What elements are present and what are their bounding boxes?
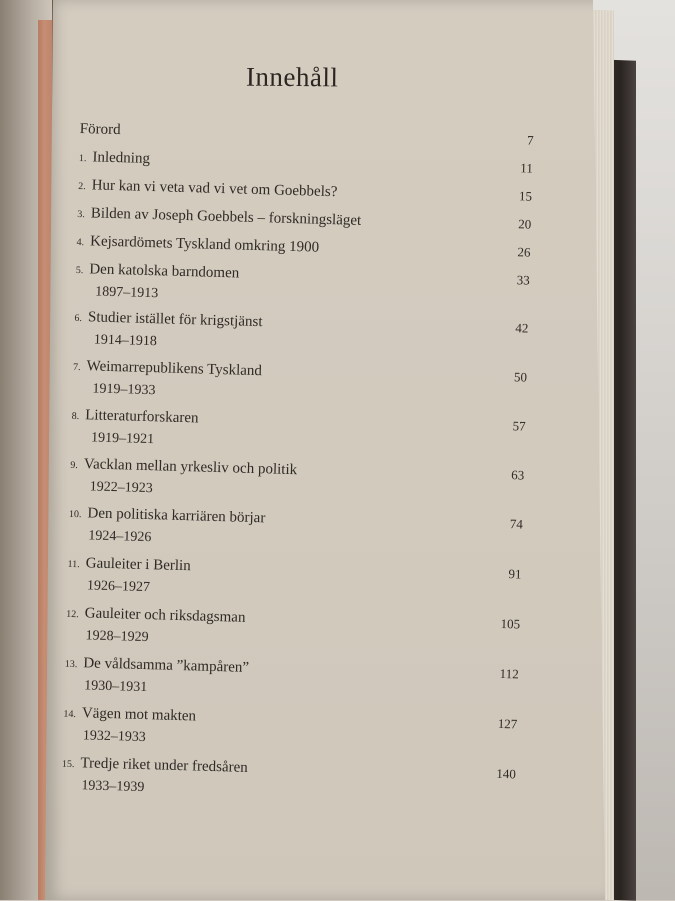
toc-entry-title: Tredje riket under fredsåren xyxy=(80,755,249,776)
toc-entry-12 xyxy=(65,604,526,657)
toc-entry-title: De våldsamma ”kampåren” xyxy=(83,655,250,676)
toc-entry-page: 112 xyxy=(499,665,519,682)
toc-entry-years: 1914–1918 xyxy=(93,332,158,350)
toc-entry-page: 11 xyxy=(520,160,534,176)
toc-entry-11 xyxy=(67,554,528,607)
toc-entry-page: 57 xyxy=(512,418,526,434)
toc-entry-page: 7 xyxy=(526,132,534,148)
toc-entry-number: 14. xyxy=(63,708,77,721)
toc-entry-title: Den katolska barndomen xyxy=(89,261,240,282)
table-of-contents xyxy=(60,120,559,833)
toc-entry-4 xyxy=(76,232,536,263)
toc-entry-2 xyxy=(78,176,538,207)
toc-entry-page: 91 xyxy=(508,566,522,582)
toc-entry-page: 42 xyxy=(515,320,529,336)
toc-entry-10 xyxy=(68,504,529,557)
toc-entry-page: 33 xyxy=(516,272,530,288)
toc-entry-1 xyxy=(79,148,539,179)
toc-entry-number: 10. xyxy=(68,508,82,521)
toc-entry-7 xyxy=(72,357,533,410)
toc-entry-number: 4. xyxy=(76,236,85,249)
toc-entry-years: 1897–1913 xyxy=(94,284,159,302)
toc-entry-years: 1919–1933 xyxy=(92,381,156,399)
toc-entry-number: 15. xyxy=(61,758,75,771)
toc-entry-13 xyxy=(64,654,525,707)
toc-entry-years: 1924–1926 xyxy=(88,528,152,546)
toc-entry-title: Förord xyxy=(79,120,121,139)
toc-entry-number: 2. xyxy=(77,180,86,193)
toc-entry-number: 7. xyxy=(72,361,81,374)
toc-entry-years: 1926–1927 xyxy=(86,578,151,596)
toc-entry-title: Kejsardömets Tyskland omkring 1900 xyxy=(89,233,320,256)
toc-entry-15 xyxy=(61,754,522,807)
toc-entry-number: 9. xyxy=(70,459,79,472)
toc-entry-title: Den politiska karriären börjar xyxy=(87,505,266,527)
toc-entry-3 xyxy=(77,204,537,235)
toc-entry-title: Litteraturforskaren xyxy=(85,407,199,427)
toc-entry-title: Bilden av Joseph Goebbels – forskningsläget xyxy=(90,205,362,229)
toc-entry-14 xyxy=(63,704,524,757)
toc-entry-years: 1930–1931 xyxy=(83,678,148,696)
toc-entry-page: 74 xyxy=(509,516,524,532)
toc-entry-years: 1919–1921 xyxy=(90,430,155,448)
toc-entry-title: Inledning xyxy=(92,149,151,167)
toc-entry-title: Hur kan vi veta vad vi vet om Goebbels? xyxy=(91,177,338,201)
toc-entry-8 xyxy=(71,406,532,459)
toc-entry-number: 8. xyxy=(71,410,80,423)
toc-entry-number: 12. xyxy=(66,608,79,621)
toc-entry-title: Gauleiter i Berlin xyxy=(85,555,191,575)
toc-entry-page: 105 xyxy=(500,615,521,632)
toc-entry-page: 127 xyxy=(497,715,518,732)
toc-entry-6 xyxy=(74,308,535,361)
toc-entry-title: Studier istället för krigstjänst xyxy=(87,309,263,331)
toc-entry-number: 3. xyxy=(77,208,86,221)
toc-entry-9 xyxy=(70,455,531,508)
toc-entry-5 xyxy=(75,260,536,313)
toc-entry-number: 5. xyxy=(75,264,84,277)
toc-entry-page: 20 xyxy=(518,216,532,232)
toc-entry-page: 63 xyxy=(511,467,525,483)
toc-entry-number: 11. xyxy=(67,558,80,571)
toc-entry-title: Vägen mot makten xyxy=(81,705,197,725)
toc-entry-years: 1932–1933 xyxy=(82,728,146,746)
toc-entry-page: 140 xyxy=(496,765,517,782)
toc-title: Innehåll xyxy=(245,61,339,93)
toc-entry-number: 13. xyxy=(64,658,78,671)
toc-entry-title: Weimarrepublikens Tyskland xyxy=(86,358,263,380)
toc-entry-years: 1928–1929 xyxy=(85,628,149,646)
toc-entry-title: Vacklan mellan yrkesliv och politik xyxy=(83,456,298,479)
toc-entry-years: 1933–1939 xyxy=(81,778,145,796)
toc-entry-page: 26 xyxy=(517,244,531,260)
toc-entry-number: 6. xyxy=(74,312,83,325)
toc-entry-number: 1. xyxy=(78,152,87,165)
toc-entry-page: 50 xyxy=(513,369,528,385)
toc-entry-title: Gauleiter och riksdagsman xyxy=(84,605,246,626)
toc-entry-years: 1922–1923 xyxy=(89,479,153,497)
toc-entry-page: 15 xyxy=(518,188,533,204)
